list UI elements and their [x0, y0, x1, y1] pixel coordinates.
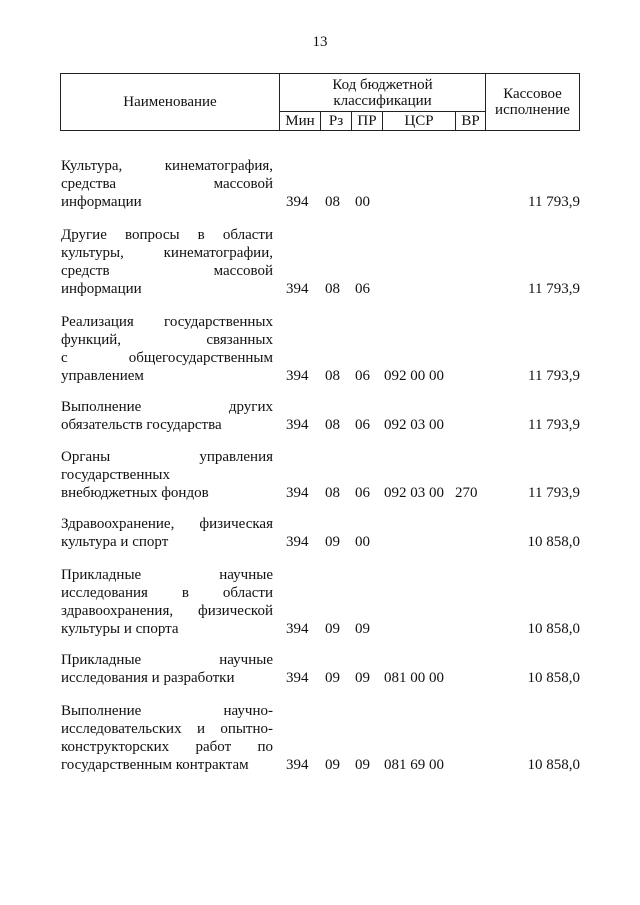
row-execution: 10 858,0 — [527, 757, 580, 773]
row-pr: 06 — [355, 368, 370, 384]
row-name-line: конструкторских работ по — [61, 739, 273, 755]
row-rz: 09 — [325, 757, 340, 773]
row-min: 394 — [286, 368, 309, 384]
row-min: 394 — [286, 757, 309, 773]
row-csr: 092 03 00 — [384, 417, 444, 433]
row-name — [61, 313, 273, 385]
row-min: 394 — [286, 670, 309, 686]
row-min: 394 — [286, 534, 309, 550]
row-min: 394 — [286, 621, 309, 637]
row-execution: 10 858,0 — [527, 621, 580, 637]
table-row — [0, 515, 640, 551]
row-name-line: информации — [61, 194, 142, 210]
table-header — [60, 73, 580, 131]
row-execution: 10 858,0 — [527, 670, 580, 686]
row-rz: 08 — [325, 368, 340, 384]
row-name — [61, 398, 273, 434]
table-row — [0, 702, 640, 774]
row-name-line: Другие вопросы в области — [61, 227, 273, 243]
header-min: Мин — [280, 112, 321, 130]
table-row — [0, 448, 640, 502]
row-rz: 09 — [325, 534, 340, 550]
row-name — [61, 651, 273, 687]
row-rz: 08 — [325, 485, 340, 501]
row-name-line: исследования и разработки — [61, 670, 235, 686]
row-name — [61, 515, 273, 551]
header-name: Наименование — [61, 74, 280, 130]
row-execution: 11 793,9 — [528, 485, 580, 501]
row-csr: 081 69 00 — [384, 757, 444, 773]
row-name — [61, 226, 273, 298]
row-name-line: Органы управления — [61, 449, 273, 465]
row-name-line: здравоохранения, физической — [61, 603, 273, 619]
row-name-line: с общегосударственным — [61, 350, 273, 366]
row-name-line: средства массовой — [61, 176, 273, 192]
row-rz: 08 — [325, 194, 340, 210]
row-name — [61, 702, 273, 774]
row-rz: 08 — [325, 417, 340, 433]
row-rz: 09 — [325, 621, 340, 637]
row-name-line: информации — [61, 281, 142, 297]
row-name-line: культуры и спорта — [61, 621, 179, 637]
row-csr: 081 00 00 — [384, 670, 444, 686]
row-name-line: исследовательских и опытно- — [61, 721, 273, 737]
header-vr: ВР — [456, 112, 486, 130]
table-row — [0, 226, 640, 298]
row-name-line: государственным контрактам — [61, 757, 249, 773]
row-pr: 06 — [355, 417, 370, 433]
row-name-line: управлением — [61, 368, 144, 384]
row-name-line: обязательств государства — [61, 417, 222, 433]
row-execution: 10 858,0 — [527, 534, 580, 550]
row-pr: 06 — [355, 485, 370, 501]
row-pr: 09 — [355, 670, 370, 686]
row-name — [61, 157, 273, 211]
table-row — [0, 651, 640, 687]
row-name-line: Реализация государственных — [61, 314, 273, 330]
row-name — [61, 566, 273, 638]
row-min: 394 — [286, 485, 309, 501]
row-pr: 09 — [355, 621, 370, 637]
header-code-group: Код бюджетной классификации — [280, 74, 486, 112]
row-name-line: внебюджетных фондов — [61, 485, 209, 501]
row-name-line: культура и спорт — [61, 534, 169, 550]
row-name-line: Прикладные научные — [61, 567, 273, 583]
row-name-line: культуры, кинематографии, — [61, 245, 273, 261]
table-row — [0, 157, 640, 211]
row-execution: 11 793,9 — [528, 281, 580, 297]
row-csr: 092 03 00 — [384, 485, 444, 501]
row-name-line: Прикладные научные — [61, 652, 273, 668]
row-csr: 092 00 00 — [384, 368, 444, 384]
row-rz: 09 — [325, 670, 340, 686]
row-execution: 11 793,9 — [528, 194, 580, 210]
header-execution: Кассовое исполнение — [495, 86, 570, 118]
row-min: 394 — [286, 417, 309, 433]
row-vr: 270 — [455, 485, 478, 501]
row-execution: 11 793,9 — [528, 368, 580, 384]
row-name-line: Выполнение других — [61, 399, 273, 415]
header-pr: ПР — [352, 112, 383, 130]
table-row — [0, 313, 640, 385]
page-number: 13 — [312, 34, 328, 50]
header-rz: Рз — [321, 112, 352, 130]
row-min: 394 — [286, 281, 309, 297]
table-row — [0, 566, 640, 638]
row-rz: 08 — [325, 281, 340, 297]
row-name — [61, 448, 273, 502]
row-execution: 11 793,9 — [528, 417, 580, 433]
row-name-line: государственных — [61, 467, 170, 483]
header-csr: ЦСР — [383, 112, 456, 130]
row-name-line: средств массовой — [61, 263, 273, 279]
row-name-line: Культура, кинематография, — [61, 158, 273, 174]
table-row — [0, 398, 640, 434]
row-pr: 00 — [355, 534, 370, 550]
row-name-line: функций, связанных — [61, 332, 273, 348]
row-pr: 00 — [355, 194, 370, 210]
row-pr: 09 — [355, 757, 370, 773]
row-pr: 06 — [355, 281, 370, 297]
row-name-line: исследования в области — [61, 585, 273, 601]
row-name-line: Выполнение научно- — [61, 703, 273, 719]
row-min: 394 — [286, 194, 309, 210]
row-name-line: Здравоохранение, физическая — [61, 516, 273, 532]
